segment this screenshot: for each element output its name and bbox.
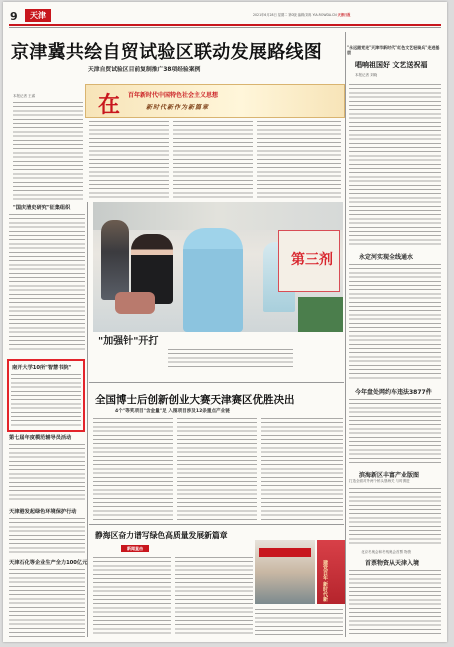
center-rule: [89, 382, 344, 383]
banner-big-char: 在: [98, 92, 121, 118]
right-body-2: [349, 262, 441, 380]
photo-caption: [168, 347, 293, 367]
event-photo-banner: [259, 548, 311, 557]
header-site: YIA.ROWDA.CN: [312, 13, 337, 17]
center-body-3: [261, 416, 343, 521]
banner-line1: 百年新时代中国特色社会主义思想: [128, 92, 219, 99]
center-headline: 全国博士后创新创业大赛天津赛区优胜决出: [95, 394, 295, 406]
photo-sign-text: 第三剂: [291, 252, 333, 268]
lead-byline: 本报记者 王睿: [13, 94, 36, 98]
center-body-1: [93, 416, 173, 521]
left-item-3: 第七届年度模范辅导员活动: [9, 435, 72, 441]
center-body-4: [93, 555, 171, 637]
header-rule-thin: [9, 27, 441, 28]
section-badge: 天津: [25, 9, 51, 22]
lead-body-col2: [89, 119, 169, 200]
photo-wall: [93, 202, 343, 230]
right-item-4-sub: 北京冬奥会和冬残奥会首票 物资: [361, 550, 412, 554]
news-tag: 新闻直击: [121, 545, 149, 552]
newspaper-page: [3, 2, 447, 642]
photo-person-standing: [101, 220, 129, 300]
theme-banner: [85, 84, 345, 118]
right-item-2: 今年盘处网约车违法3877件: [355, 389, 432, 396]
lead-body-col1: [13, 100, 83, 200]
left-body-3: [9, 442, 85, 502]
left-item-4: 天津港发起绿色环境保护行动: [9, 509, 77, 515]
right-item-3-sub: 打造全面对外两个桥头堡海关 与时俱进: [349, 479, 410, 483]
left-item-2: 南开大学10所"智慧书院": [12, 365, 72, 371]
right-body-4: [349, 486, 441, 544]
photo-green-box: [298, 297, 343, 332]
lead-subhead: 天津自贸试验区目前复制推广38项经验案例: [88, 67, 201, 73]
event-photo-caption: [255, 607, 343, 637]
left-body-1: [9, 212, 85, 352]
right-item-1: 永定河实现全线通水: [359, 254, 414, 261]
center-body-2: [177, 416, 257, 521]
header-paper: 天津日报: [337, 13, 351, 17]
poster-text: 建党百年 新时代新: [322, 560, 328, 602]
column-divider-left: [87, 202, 88, 637]
header-meta: [253, 12, 350, 17]
photo-title: "加强针"开打: [98, 336, 159, 347]
vaccination-photo: [93, 202, 343, 332]
photo-sign: [278, 230, 340, 292]
lead-body-col3: [173, 119, 253, 200]
photo-nurse: [183, 228, 243, 332]
center-body-5: [175, 555, 253, 637]
header-rule: [9, 24, 441, 26]
right-body-3: [349, 397, 441, 465]
right-body-1: [349, 82, 441, 247]
left-item-5: 天津石化等企业生产全力100亿元: [9, 560, 88, 566]
left-body-5: [9, 567, 85, 637]
right-item-4: 首票物资从天津入境: [365, 560, 420, 567]
poster-photo: [317, 540, 345, 604]
lead-headline: 京津冀共绘自贸试验区联动发展路线图: [11, 42, 323, 63]
left-body-2: [11, 372, 81, 428]
right-body-5: [349, 568, 441, 636]
lead-body-col4: [257, 119, 341, 200]
center-headline-3: 静海区奋力谱写绿色高质量发展新篇章: [95, 531, 228, 540]
right-item-3: 滨海新区丰富产业版图: [359, 472, 420, 479]
right-intro: "永远跟党走"天津市新时代"红色文艺轻骑兵"走进基层: [347, 45, 440, 55]
banner-line2: 新时代新作为新篇章: [146, 104, 210, 111]
center-subhead: 4个"等奖项目"含金量"足 入围项目涉及12条重点产业链: [115, 409, 230, 414]
photo-bag: [115, 292, 155, 314]
right-title: 唱响祖国好 文艺送祝福: [355, 61, 428, 69]
center-rule-2: [89, 524, 344, 525]
left-item-1: "国庆清史研究"征集组织: [13, 205, 71, 211]
event-photo: [255, 540, 315, 604]
column-divider: [345, 32, 346, 637]
page-number: 9: [10, 10, 18, 23]
left-body-4: [9, 516, 85, 554]
header-date: 2021年6月28日 星期二 第0版 编辑/刘冉: [253, 13, 312, 17]
right-byline: 本报记者 刘晓: [355, 73, 378, 77]
